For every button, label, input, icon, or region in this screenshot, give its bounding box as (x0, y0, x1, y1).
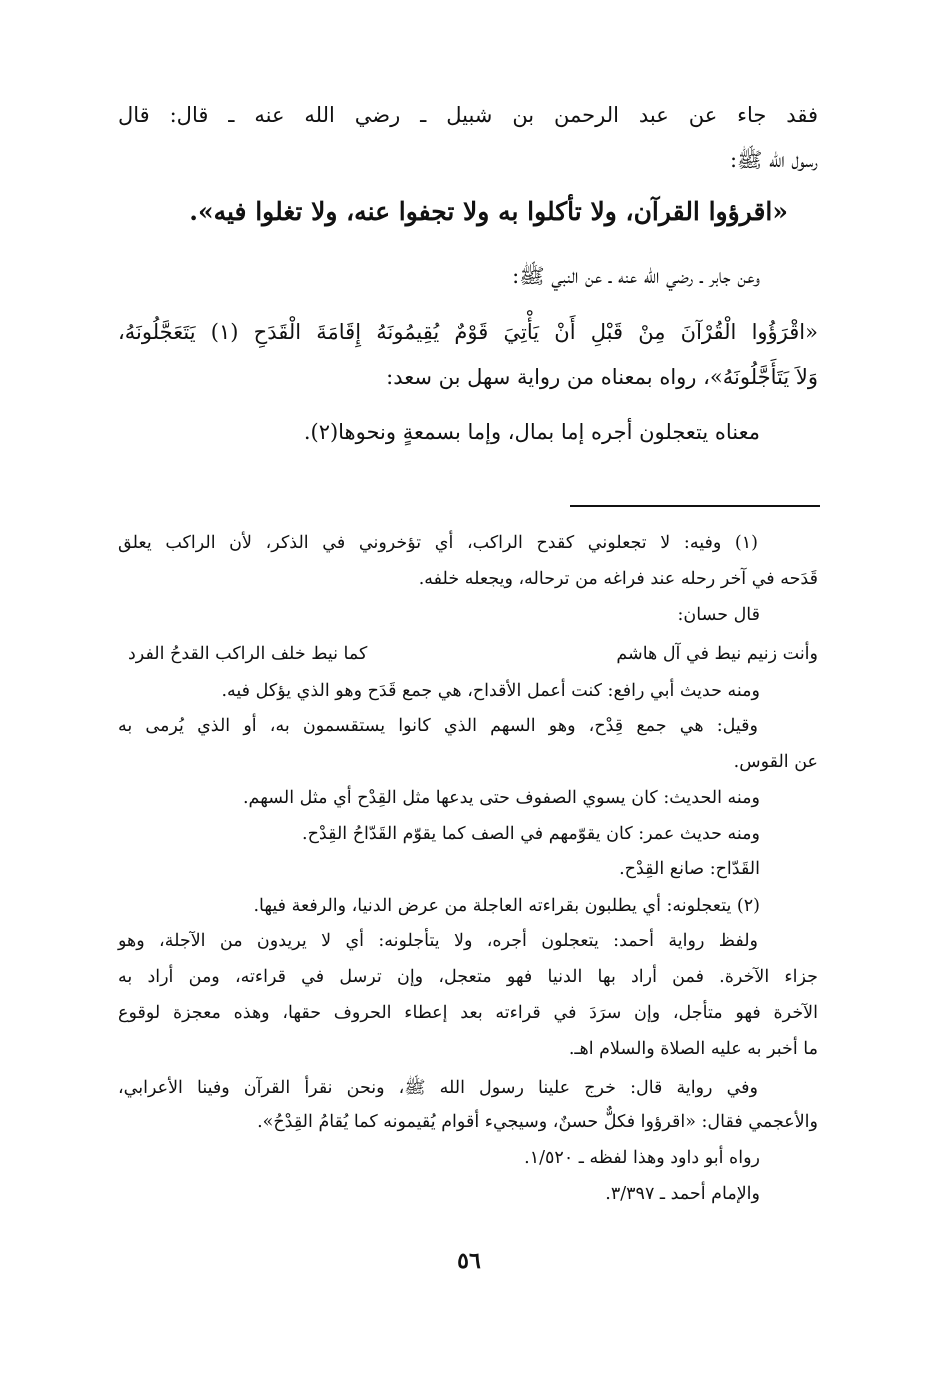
footnote-1-line-1: (١) وفيه: لا تجعلوني كقدح الراكب، أي تؤخروني في الذكر، لأن الراكب يعلق (118, 533, 758, 553)
footnote-1-line-7: عن القوس. (733, 752, 818, 772)
footnote-2-line-7: والأعجمي فقال: «اقرؤوا فكلٌّ حسنٌ، وسيجيء أقوام يُقيمونه كما يُقامُ القِدْحُ». (257, 1112, 818, 1132)
footnote-2-line-3: جزاء الآخرة. فمن أراد بها الدنيا فهو متعجل، وإن ترسل في قراءته، ومن أراد به (118, 967, 818, 987)
footnote-1-line-6: وقيل: هي جمع قِدْح، وهو السهم الذي كانوا يستقسمون به، أو الذي يُرمى به (118, 716, 758, 736)
page-number: ٥٦ (457, 1248, 481, 1274)
footnote-1-line-5: ومنه حديث أبي رافع: كنت أعمل الأقداح، هي جمع قَدَح وهو الذي يؤكل فيه. (221, 681, 760, 701)
body-line-3: وعن جابر ـ رضي الله عنه ـ عن النبي ﷺ: (512, 264, 760, 288)
footnote-1-line-8: ومنه الحديث: كان يسوي الصفوف حتى يدعها مثل القِدْح أي مثل السهم. (242, 788, 760, 808)
footnote-2-line-5: ما أخبر به عليه الصلاة والسلام اهـ. (568, 1039, 818, 1059)
footnote-1-line-3: قال حسان: (677, 605, 760, 625)
footnote-2-line-9: والإمام أحمد ـ ٣/٣٩٧. (605, 1184, 760, 1204)
body-line-4: معناه يتعجلون أجره إما بمال، وإما بسمعةٍ ونحوها(٢). (303, 420, 760, 444)
footnote-1-line-9: ومنه حديث عمر: كان يقوّمهم في الصف كما يقوّم القَدّاحُ القِدْح. (302, 824, 760, 844)
footnote-2-line-8: رواه أبو داود وهذا لفظه ـ ١/٥٢٠. (524, 1148, 760, 1168)
footnote-2-line-1: (٢) يتعجلونه: أي يطلبون بقراءته العاجلة من عرض الدنيا، والرفعة فيها. (253, 896, 760, 916)
quoted-hadith-2-line-1: «اقْرَؤُوا الْقُرْآنَ مِنْ قَبْلِ أَنْ يَأْتِيَ قَوْمٌ يُقِيمُونَهُ إِقَامَةَ الْقَدَحِ (١) يَتَعَجَّلُونَهُ، (118, 320, 818, 344)
quoted-hadith-2-line-2: وَلاَ يَتَأَجَّلُونَهُ»، رواه بمعناه من رواية سهل بن سعد: (386, 365, 818, 389)
footnote-1-line-2: قَدَحه في آخر رحله عند فراغه من ترحاله، ويجعله خلفه. (418, 569, 818, 589)
poem-first-hemistich: وأنت زنيم نيط في آل هاشم (616, 644, 818, 664)
footnote-2-line-4: الآخرة فهو متأجل، وإن سرَدَ في قراءته بعد إعطاء الحروف حقها، وهذه معجزة لوقوع (118, 1003, 818, 1023)
body-line-2: رسول الله ﷺ: (729, 148, 818, 172)
footnote-1-line-10: القَدّاح: صانع القِدْح. (619, 859, 760, 879)
quoted-hadith-1: «اقرؤوا القرآن، ولا تأكلوا به ولا تجفوا عنه، ولا تغلوا فيه». (189, 197, 788, 226)
footnote-2-line-2: ولفظ رواية أحمد: يتعجلون أجره، ولا يتأجلونه: أي لا يريدون من الآجلة، وهو (118, 931, 758, 951)
body-line-1: فقد جاء عن عبد الرحمن بن شبيل ـ رضي الله عنه ـ قال: قال (118, 103, 818, 127)
footnote-divider (570, 505, 820, 507)
footnote-2-line-6: وفي رواية قال: خرج علينا رسول الله ﷺ، ونحن نقرأ القرآن وفينا الأعرابي، (118, 1078, 758, 1098)
poem-second-hemistich: كما نيط خلف الراكب القدحُ الفرد (128, 644, 368, 664)
